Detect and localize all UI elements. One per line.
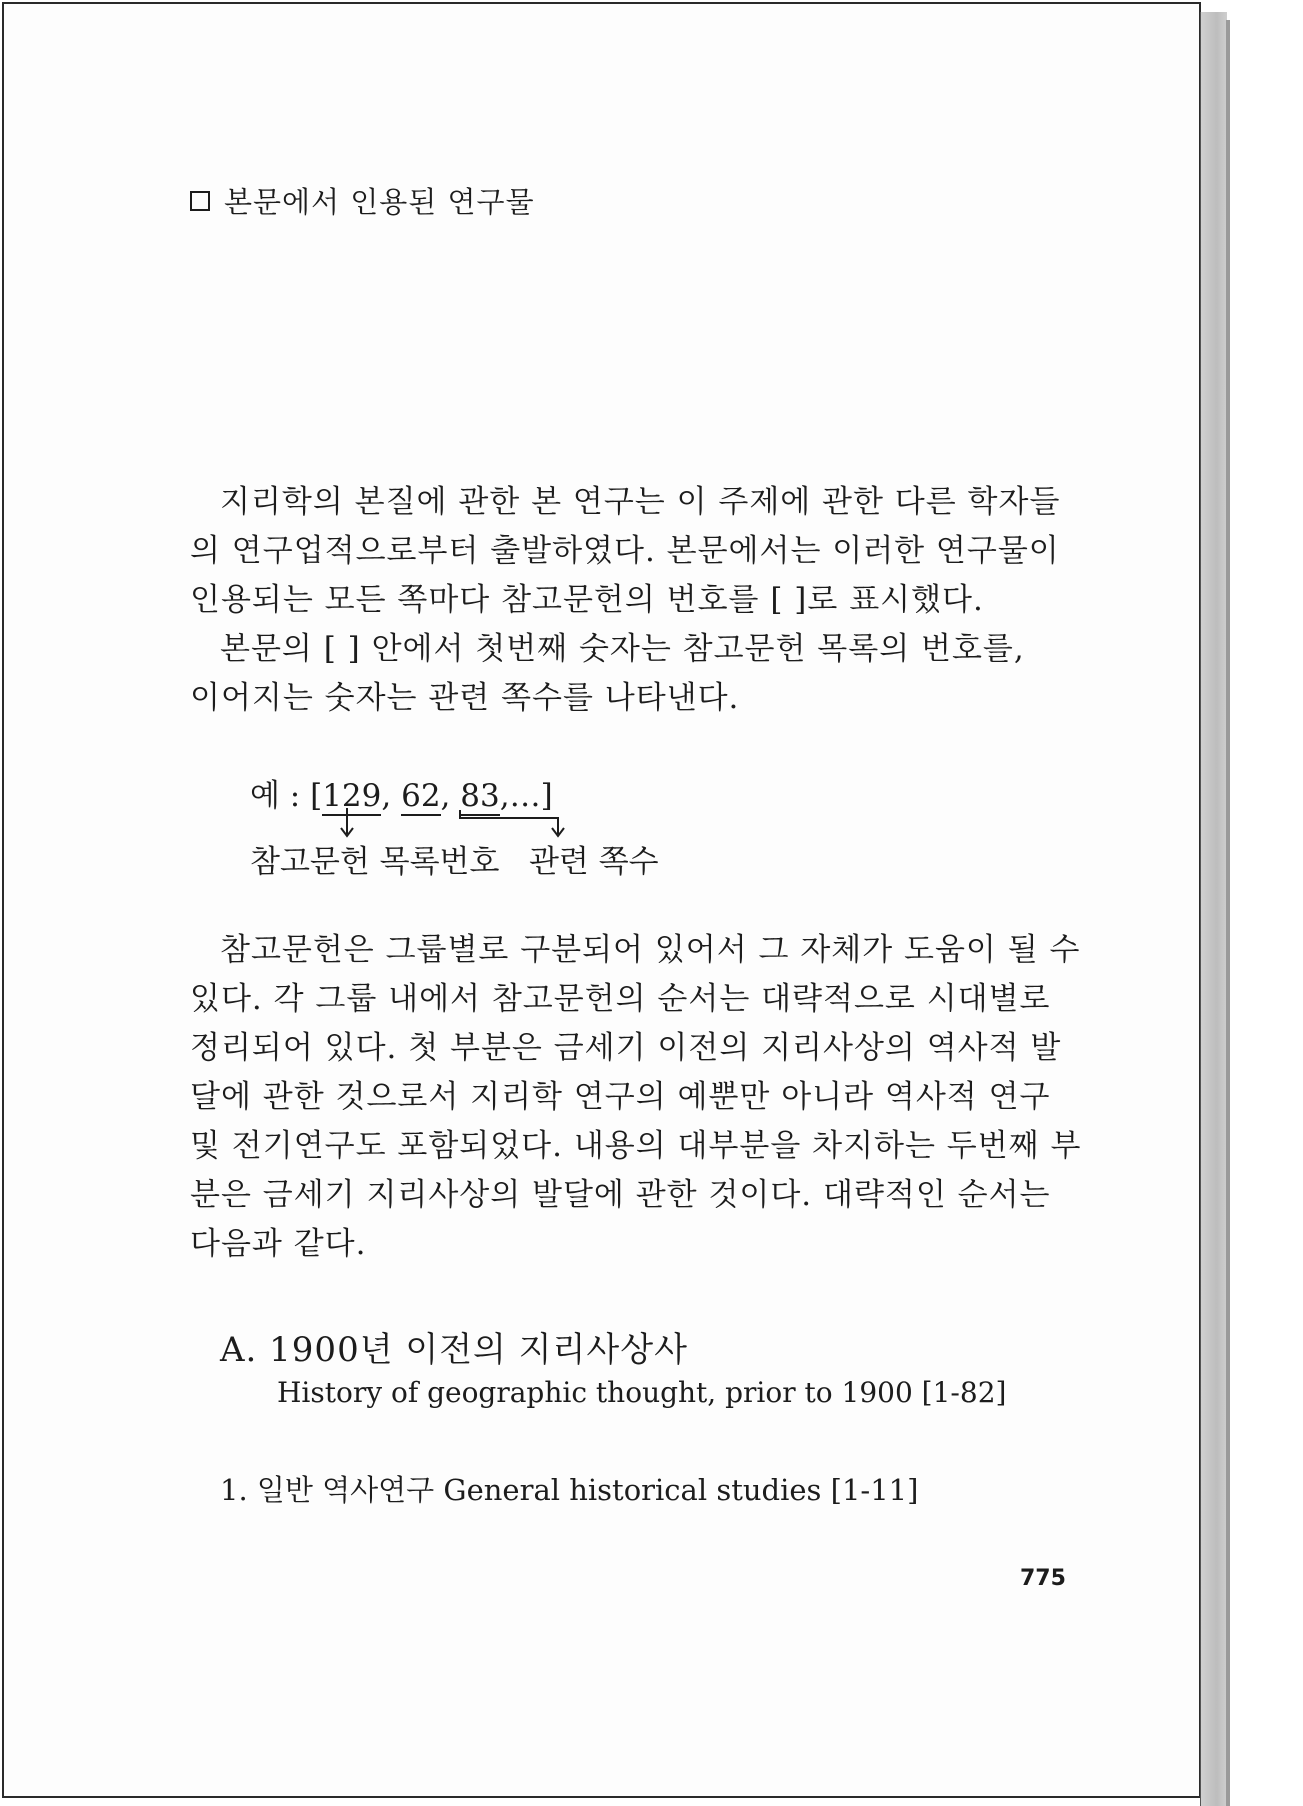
example-ref-number: 129 [322, 778, 382, 814]
paragraph-line: 의 연구업적으로부터 출발하였다. 본문에서는 이러한 연구물이 [190, 533, 1060, 569]
square-bullet-icon [190, 191, 210, 211]
example-labels [250, 836, 659, 881]
example-page-number: 83 [460, 778, 500, 814]
paragraph-line: 및 전기연구도 포함되었다. 내용의 대부분을 차지하는 두번째 부 [190, 1128, 1082, 1164]
paragraph-line: 이어지는 숫자는 관련 쪽수를 나타낸다. [190, 680, 740, 716]
section-1-title: 1. 일반 역사연구 General historical studies [1-11] [220, 1473, 919, 1507]
page-number: 775 [1020, 1566, 1066, 1591]
intro-paragraph [190, 478, 1090, 625]
page-edge-strip [1200, 12, 1227, 1806]
section-heading-text: 본문에서 인용된 연구물 [224, 185, 535, 219]
paragraph-line: 참고문헌은 그룹별로 구분되어 있어서 그 자체가 도움이 될 수 [220, 932, 1081, 968]
section-a-subtitle: History of geographic thought, prior to 1900 [1-82] [277, 1376, 1007, 1409]
paragraph-line: 정리되어 있다. 첫 부분은 금세기 이전의 지리사상의 역사적 발 [190, 1030, 1062, 1066]
page-edge-decoration [1200, 0, 1303, 1806]
paragraph-line: 분은 금세기 지리사상의 발달에 관한 것이다. 대략적인 순서는 [190, 1177, 1051, 1213]
paragraph-line: 달에 관한 것으로서 지리학 연구의 예뿐만 아니라 역사적 연구 [190, 1079, 1051, 1115]
paragraph-line: 있다. 각 그룹 내에서 참고문헌의 순서는 대략적으로 시대별로 [190, 981, 1051, 1017]
document-page [2, 2, 1201, 1798]
citation-paragraph [190, 625, 1090, 723]
paragraph-line: 인용되는 모든 쪽마다 참고문헌의 번호를 [ ]로 표시했다. [190, 582, 984, 618]
citation-example: 예 : [129, 62, 83,…] [250, 778, 553, 814]
section-a-title: A. 1900년 이전의 지리사상사 [220, 1330, 688, 1370]
page-edge-shadow [1226, 20, 1230, 1806]
example-ellipsis: …] [509, 778, 553, 814]
example-page-number: 62 [401, 778, 441, 814]
paragraph-line: 지리학의 본질에 관한 본 연구는 이 주제에 관한 다른 학자들 [220, 484, 1061, 520]
paragraph-line: 본문의 [ ] 안에서 첫번째 숫자는 참고문헌 목록의 번호를, [220, 631, 1025, 667]
example-prefix: 예 : [ [250, 778, 323, 814]
paragraph-line: 다음과 같다. [190, 1226, 367, 1262]
pages-arrow-line [460, 810, 558, 834]
label-pages: 관련 쪽수 [528, 844, 659, 880]
label-ref-number: 참고문헌 목록번호 [250, 844, 500, 880]
section-heading [190, 180, 535, 221]
grouping-paragraph [190, 926, 1090, 1269]
